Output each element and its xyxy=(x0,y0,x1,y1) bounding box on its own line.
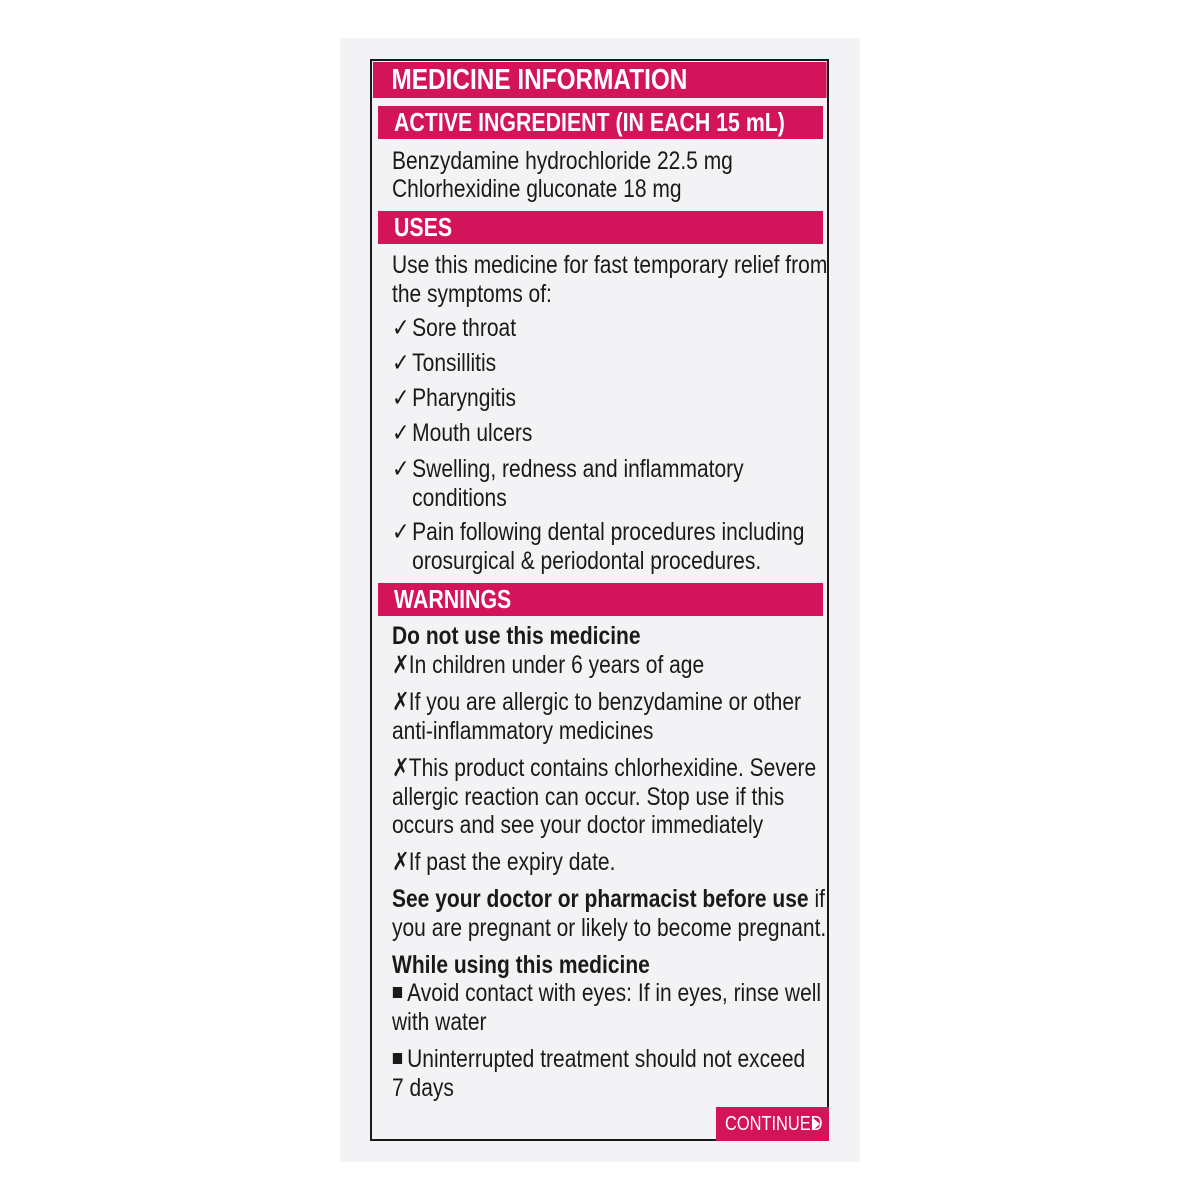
warnings-heading: WARNINGS xyxy=(378,583,823,616)
check-icon: ✓ xyxy=(392,349,410,377)
uses-intro: the symptoms of: xyxy=(392,280,552,308)
warning-item: ✗If you are allergic to benzydamine or other anti-inflammatory medicines xyxy=(392,688,802,745)
check-icon: ✓ xyxy=(392,518,410,546)
uses-intro: Use this medicine for fast temporary relief from xyxy=(392,251,828,279)
bullet-square-icon xyxy=(393,987,402,998)
check-icon: ✓ xyxy=(392,419,410,447)
medicine-information-box xyxy=(370,59,829,1141)
active-ingredient-heading: ACTIVE INGREDIENT (IN EACH 15 mL) xyxy=(378,106,823,139)
active-ingredient-line: Benzydamine hydrochloride 22.5 mg xyxy=(392,147,733,175)
cross-icon: ✗ xyxy=(392,651,410,679)
cross-icon: ✗ xyxy=(392,688,410,716)
check-icon: ✓ xyxy=(392,455,410,483)
see-doctor-note: See your doctor or pharmacist before use if you are pregnant or likely to become pregnant. xyxy=(392,885,827,942)
uses-heading: USES xyxy=(378,211,823,244)
warning-item: ✗In children under 6 years of age xyxy=(392,651,705,679)
while-using-item: Uninterrupted treatment should not exceed 7 days xyxy=(392,1045,806,1102)
uses-list-item: ✓ Pain following dental procedures including orosurgical & periodontal procedures. xyxy=(392,518,805,575)
active-ingredient-line: Chlorhexidine gluconate 18 mg xyxy=(392,175,682,203)
while-using-item: Avoid contact with eyes: If in eyes, rinse well with water xyxy=(392,979,822,1036)
medicine-information-title: MEDICINE INFORMATION xyxy=(373,62,827,98)
uses-list-item: ✓ Swelling, redness and inflammatory conditions xyxy=(392,455,744,512)
warning-item: ✗This product contains chlorhexidine. Severe allergic reaction can occur. Stop use if this occurs and see your doctor immediately xyxy=(392,754,817,839)
check-icon: ✓ xyxy=(392,314,410,342)
arrow-right-icon xyxy=(813,1118,820,1130)
uses-list-item: ✓ Sore throat xyxy=(392,314,517,342)
continued-label: CONTINUED xyxy=(716,1107,829,1141)
check-icon: ✓ xyxy=(392,384,410,412)
uses-list-item: ✓ Mouth ulcers xyxy=(392,419,533,447)
warning-item: ✗If past the expiry date. xyxy=(392,848,616,876)
uses-list-item: ✓ Tonsillitis xyxy=(392,349,497,377)
do-not-use-heading: Do not use this medicine xyxy=(392,622,641,650)
bullet-square-icon xyxy=(393,1053,402,1064)
uses-list-item: ✓ Pharyngitis xyxy=(392,384,517,412)
cross-icon: ✗ xyxy=(392,848,410,876)
cross-icon: ✗ xyxy=(392,754,410,782)
while-using-heading: While using this medicine xyxy=(392,951,650,979)
